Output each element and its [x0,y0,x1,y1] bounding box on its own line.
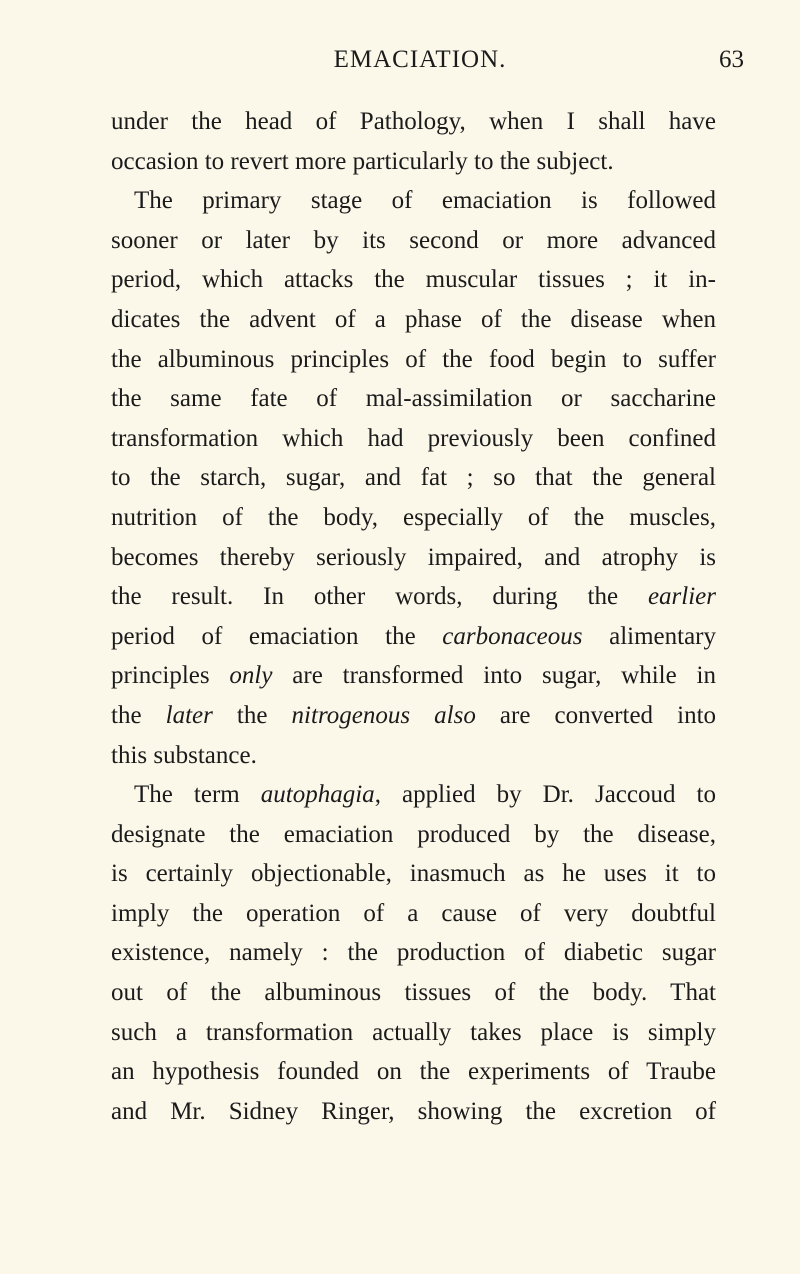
text-line: dicates the advent of a phase of the disease when [111,305,716,333]
text-line: is certainly objectionable, inasmuch as he uses it to [111,860,716,888]
text-line: the result. In other words, during the earlier [111,583,716,611]
text-line: the albuminous principles of the food begin to suffer [111,345,716,373]
text-line: to the starch, sugar, and fat ; so that the general [111,464,716,492]
text-line: an hypothesis founded on the experiments of Traube [111,1058,716,1086]
text-line: such a transformation actually takes place is simply [111,1018,716,1046]
text-line: becomes thereby seriously impaired, and atrophy is [111,543,716,571]
chapter-title: EMACIATION. [333,46,507,73]
text-line: the same fate of mal-assimilation or saccharine [111,385,716,413]
text-line: this substance. [111,741,257,769]
text-line: The term autophagia, applied by Dr. Jaccoud to [134,781,716,809]
text-line: sooner or later by its second or more advanced [111,226,716,254]
text-line: period of emaciation the carbonaceous alimentary [111,622,717,650]
running-head [90,46,750,80]
text-line: the later the nitrogenous also are converted into [111,701,717,729]
text-line: nutrition of the body, especially of the muscles, [111,503,716,531]
page-number: 63 [719,46,744,73]
text-line: designate the emaciation produced by the disease, [111,820,716,848]
text-line: and Mr. Sidney Ringer, showing the excretion of [111,1097,716,1125]
text-line: period, which attacks the muscular tissues ; it in- [111,266,716,294]
text-line: The primary stage of emaciation is followed [134,187,716,215]
text-line: occasion to revert more particularly to the subject. [111,147,614,175]
text-line: principles only are transformed into sugar, while in [111,662,716,690]
text-line: out of the albuminous tissues of the body. That [111,979,716,1007]
text-line: transformation which had previously been confined [111,424,716,452]
body-text [111,102,716,1131]
text-line: existence, namely : the production of diabetic sugar [111,939,716,967]
text-line: under the head of Pathology, when I shall have [111,108,716,135]
text-line: imply the operation of a cause of very doubtful [111,899,716,927]
